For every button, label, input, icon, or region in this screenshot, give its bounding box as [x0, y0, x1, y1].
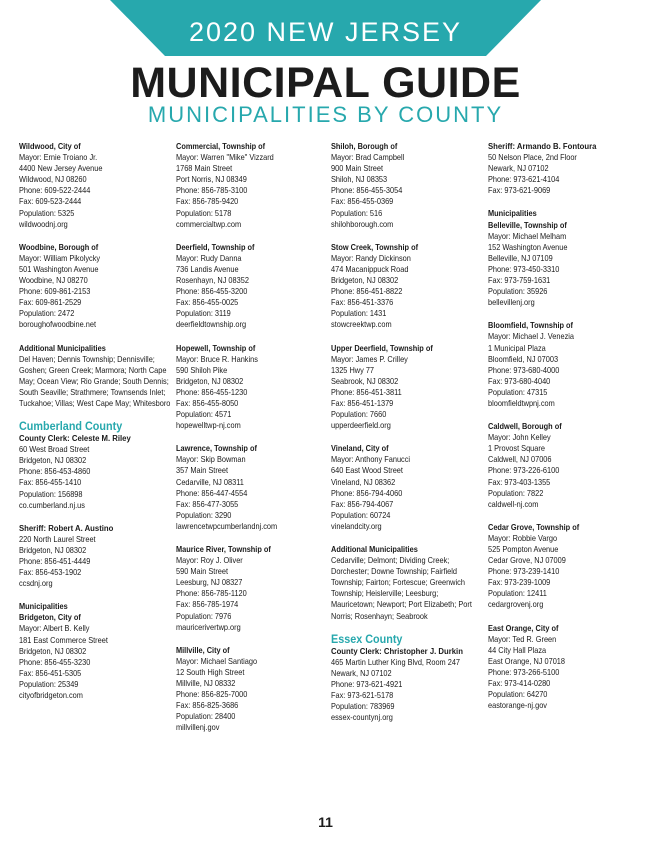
entry-name: Cedar Grove, Township of	[488, 522, 580, 532]
directory-entry	[19, 343, 172, 410]
directory-column	[176, 141, 329, 746]
entry-line: Phone: 856-455-3230	[19, 657, 91, 667]
entry-name: Wildwood, City of	[19, 142, 81, 151]
entry-line: essex-countynj.org	[331, 713, 393, 723]
entry-line: Phone: 609-522-2444	[19, 186, 91, 196]
entry-line: Cedar Grove, NJ 07009	[488, 556, 566, 566]
entry-line: Phone: 856-451-3811	[331, 387, 402, 397]
county-heading: Essex County	[331, 631, 403, 646]
entry-line: 501 Washington Avenue	[19, 264, 99, 274]
entry-line: Population: 3119	[176, 309, 231, 319]
entry-line: 1325 Hwy 77	[331, 365, 375, 375]
entry-line: Fax: 973-680-4040	[488, 376, 551, 386]
entry-line: Fax: 856-451-3376	[331, 298, 394, 308]
directory-entry	[331, 141, 484, 230]
entry-line: hopewelltwp-nj.com	[176, 421, 241, 431]
entry-line: Fax: 856-451-1379	[331, 398, 394, 408]
entry-line: Population: 4571	[176, 410, 232, 420]
directory-entry	[488, 208, 641, 308]
entry-name: Woodbine, Borough of	[19, 242, 99, 252]
entry-line: Mayor: Robbie Vargo	[488, 533, 558, 543]
entry-line: Phone: 856-825-7000	[176, 690, 248, 700]
entry-line: Fax: 973-621-9069	[488, 186, 551, 196]
directory-entry	[19, 601, 172, 701]
entry-line: Wildwood, NJ 08260	[19, 175, 87, 185]
municipality-list: Cedarville; Delmont; Dividing Creek; Dorchester; Downe Township; Fairfield Township; Fairton; Fortescue; Greenwich Township; Heislerville; Leesburg; Mauricetown; Newport; Port Elizabeth; Port Norris; Rosenhayn; Seabrook	[331, 556, 472, 621]
entry-line: Population: 47315	[488, 387, 548, 397]
municipality-list: Del Haven; Dennis Township; Dennisville; Goshen; Green Creek; Marmora; North Cape May; Ocean View; Rio Grande; South Dennis; South Seaville; Strathmere; Townsends Inlet; Tuckahoe; Villas; West Cape May; Whitesboro	[19, 354, 171, 408]
entry-name: East Orange, City of	[488, 623, 559, 633]
directory-entry	[176, 343, 329, 432]
entry-line: Phone: 856-794-4060	[331, 488, 403, 498]
directory-entry	[331, 343, 484, 432]
entry-line: Fax: 856-825-3686	[176, 701, 239, 711]
entry-line: Mayor: Roy J. Oliver	[176, 556, 243, 566]
entry-line: Phone: 856-451-4449	[19, 557, 91, 566]
entry-line: bellevillenj.org	[488, 298, 535, 308]
directory-entry	[176, 141, 329, 230]
entry-line: Seabrook, NJ 08302	[331, 376, 399, 386]
entry-line: Mayor: Warren "Mike" Vizzard	[176, 153, 274, 163]
directory-entry	[176, 242, 329, 331]
entry-line: Population: 5178	[176, 208, 232, 218]
entry-line: Phone: 856-455-3200	[176, 287, 248, 297]
entry-line: Fax: 609-861-2529	[19, 298, 82, 308]
entry-line: Fax: 609-523-2444	[19, 197, 82, 207]
entry-line: Population: 156898	[19, 489, 83, 499]
entry-line: Fax: 856-455-8050	[176, 398, 239, 408]
entry-line: Phone: 973-266-5100	[488, 667, 560, 677]
entry-line: wildwoodnj.org	[19, 219, 68, 229]
entry-name: Bloomfield, Township of	[488, 321, 574, 331]
entry-line: 590 Main Street	[176, 567, 229, 577]
entry-line: 60 West Broad Street	[19, 445, 90, 455]
entry-line: 50 Nelson Place, 2nd Floor	[488, 153, 577, 163]
directory-entry	[331, 544, 484, 622]
entry-line: Bloomfield, NJ 07003	[488, 354, 559, 364]
entry-line: 220 North Laurel Street	[19, 534, 96, 544]
entry-line: stowcreektwp.com	[331, 320, 392, 330]
entry-line: Mayor: Ted R. Green	[488, 634, 557, 644]
directory-entry	[331, 632, 484, 724]
directory-entry	[176, 544, 329, 633]
entry-line: Shiloh, NJ 08353	[331, 175, 388, 185]
entry-line: Port Norris, NJ 08349	[176, 175, 247, 185]
page-subtitle: MUNICIPALITIES BY COUNTY	[147, 102, 504, 127]
entry-name: Hopewell, Township of	[176, 343, 256, 353]
directory-column	[331, 141, 484, 735]
entry-line: cedargrovenj.org	[488, 600, 544, 610]
directory-entry	[488, 522, 641, 611]
official-title: Sheriff: Robert A. Austino	[19, 522, 114, 533]
official-title: Sheriff: Armando B. Fontoura	[488, 141, 597, 151]
entry-line: 4400 New Jersey Avenue	[19, 164, 103, 174]
entry-line: mauricerivertwp.org	[176, 622, 241, 632]
entry-name: Maurice River, Township of	[176, 545, 271, 554]
entry-line: Phone: 856-453-4860	[19, 467, 91, 477]
directory-column	[488, 141, 641, 723]
entry-line: 474 Macanippuck Road	[331, 264, 409, 274]
entry-line: Caldwell, NJ 07006	[488, 455, 552, 465]
entry-line: Phone: 856-447-4554	[176, 488, 248, 498]
section-label: Municipalities	[488, 209, 537, 219]
entry-line: ccsdnj.org	[19, 579, 53, 589]
entry-line: Fax: 856-477-3055	[176, 499, 239, 509]
entry-name: Caldwell, Borough of	[488, 422, 562, 432]
entry-name: Bridgeton, City of	[19, 613, 81, 623]
entry-line: Fax: 973-403-1355	[488, 477, 551, 487]
entry-line: commercialtwp.com	[176, 219, 242, 229]
entry-line: Phone: 973-621-4921	[331, 679, 403, 689]
entry-line: Population: 28400	[176, 712, 236, 722]
banner-title: 2020 NEW JERSEY	[188, 17, 463, 47]
entry-line: Phone: 973-239-1410	[488, 567, 560, 577]
directory-entry	[19, 419, 172, 511]
entry-line: shilohborough.com	[331, 219, 394, 229]
entry-line: Population: 25349	[19, 679, 79, 689]
entry-name: Belleville, Township of	[488, 220, 567, 230]
entry-line: 152 Washington Avenue	[488, 242, 568, 252]
entry-line: Fax: 856-785-1974	[176, 600, 239, 610]
entry-line: Population: 35926	[488, 287, 548, 297]
directory-entry	[19, 141, 172, 230]
entry-line: Newark, NJ 07102	[331, 668, 392, 678]
entry-line: East Orange, NJ 07018	[488, 656, 566, 666]
header-banner	[0, 0, 651, 56]
entry-line: Population: 12411	[488, 589, 547, 599]
entry-line: Fax: 856-453-1902	[19, 568, 82, 578]
entry-line: 640 East Wood Street	[331, 466, 403, 476]
entry-line: Bridgeton, NJ 08302	[19, 545, 87, 555]
directory-column	[19, 141, 172, 713]
directory-entry	[176, 443, 329, 532]
entry-line: 1 Municipal Plaza	[488, 343, 546, 353]
entry-line: Mayor: Rudy Danna	[176, 253, 242, 263]
entry-line: upperdeerfield.org	[331, 421, 391, 431]
entry-line: Population: 7660	[331, 410, 387, 420]
entry-line: Mayor: Randy Dickinson	[331, 253, 411, 263]
entry-line: Bridgeton, NJ 08302	[19, 456, 87, 466]
section-label: Municipalities	[19, 602, 68, 612]
directory-entry	[176, 645, 329, 734]
entry-line: Population: 516	[331, 208, 383, 218]
entry-line: Fax: 973-759-1631	[488, 276, 551, 286]
entry-line: Vineland, NJ 08362	[331, 477, 396, 487]
entry-name: Vineland, City of	[331, 444, 389, 454]
entry-line: Population: 7976	[176, 611, 232, 621]
entry-line: Mayor: Bruce R. Hankins	[176, 354, 258, 364]
entry-line: Fax: 856-455-1410	[19, 478, 82, 488]
entry-line: eastorange-nj.gov	[488, 701, 547, 711]
entry-line: Mayor: Michael Melham	[488, 231, 567, 241]
official-title: County Clerk: Christopher J. Durkin	[331, 645, 463, 656]
entry-line: bloomfieldtwpnj.com	[488, 398, 555, 408]
entry-line: Woodbine, NJ 08270	[19, 276, 88, 286]
entry-line: Belleville, NJ 07109	[488, 253, 553, 263]
entry-line: boroughofwoodbine.net	[19, 320, 97, 330]
directory-entry	[331, 443, 484, 532]
entry-line: Rosenhayn, NJ 08352	[176, 276, 249, 286]
entry-line: 44 City Hall Plaza	[488, 645, 547, 655]
entry-line: Phone: 973-450-3310	[488, 264, 560, 274]
entry-line: Bridgeton, NJ 08302	[19, 646, 87, 656]
entry-line: Phone: 609-861-2153	[19, 287, 91, 297]
entry-line: Mayor: Anthony Fanucci	[331, 455, 411, 465]
entry-line: Phone: 973-680-4000	[488, 365, 560, 375]
entry-line: 12 South High Street	[176, 667, 245, 677]
entry-line: Population: 60724	[331, 510, 391, 520]
entry-line: Mayor: James P. Crilley	[331, 354, 408, 364]
directory-entry	[488, 421, 641, 510]
entry-line: Newark, NJ 07102	[488, 164, 549, 174]
entry-line: Population: 783969	[331, 702, 395, 712]
entry-name: Millville, City of	[176, 645, 230, 655]
entry-line: Population: 64270	[488, 690, 548, 700]
entry-line: 900 Main Street	[331, 164, 384, 174]
county-heading: Cumberland County	[19, 419, 123, 434]
entry-line: Leesburg, NJ 08327	[176, 578, 243, 588]
official-title: County Clerk: Celeste M. Riley	[19, 433, 131, 444]
entry-line: Fax: 856-451-5305	[19, 668, 82, 678]
directory-entry	[19, 523, 172, 590]
entry-line: Mayor: Ernie Troiano Jr.	[19, 153, 98, 163]
entry-line: Mayor: Albert B. Kelly	[19, 624, 90, 634]
entry-line: Millville, NJ 08332	[176, 679, 236, 689]
entry-line: Phone: 856-785-3100	[176, 186, 248, 196]
entry-line: 590 Shiloh Pike	[176, 365, 228, 375]
entry-line: Mayor: Skip Bowman	[176, 455, 246, 465]
entry-line: Phone: 856-451-8822	[331, 287, 403, 297]
entry-line: Population: 7822	[488, 488, 544, 498]
entry-line: millvillenj.gov	[176, 723, 220, 733]
entry-line: Fax: 973-239-1009	[488, 578, 551, 588]
directory-entry	[488, 141, 641, 196]
directory-entry	[331, 242, 484, 331]
entry-line: Population: 5325	[19, 208, 75, 218]
entry-line: 1 Provost Square	[488, 444, 545, 454]
entry-name: Lawrence, Township of	[176, 444, 257, 454]
page-title: MUNICIPAL GUIDE	[130, 59, 521, 107]
entry-line: Population: 1431	[331, 309, 387, 319]
entry-line: lawrencetwpcumberlandnj.com	[176, 521, 278, 531]
entry-line: Fax: 973-621-5178	[331, 691, 394, 701]
entry-line: deerfieldtownship.org	[176, 320, 247, 330]
entry-line: Fax: 973-414-0280	[488, 679, 551, 689]
entry-line: 1768 Main Street	[176, 164, 233, 174]
entry-line: Bridgeton, NJ 08302	[176, 376, 244, 386]
entry-line: 357 Main Street	[176, 466, 229, 476]
directory-entry	[19, 242, 172, 331]
entry-line: 181 East Commerce Street	[19, 635, 108, 645]
entry-line: Mayor: John Kelley	[488, 433, 551, 443]
page-number: 11	[318, 814, 333, 830]
entry-line: co.cumberland.nj.us	[19, 500, 85, 510]
entry-line: 736 Landis Avenue	[176, 264, 239, 274]
directory-entry	[488, 623, 641, 712]
entry-name: Commercial, Township of	[176, 142, 266, 151]
entry-line: Fax: 856-785-9420	[176, 197, 239, 207]
entry-line: Mayor: Michael Santiago	[176, 656, 258, 666]
entry-line: cityofbridgeton.com	[19, 691, 83, 701]
entry-line: Bridgeton, NJ 08302	[331, 276, 399, 286]
entry-line: Phone: 973-621-4104	[488, 175, 560, 185]
entry-line: Phone: 856-455-1230	[176, 387, 248, 397]
entry-name: Additional Municipalities	[331, 545, 418, 554]
entry-line: Fax: 856-455-0369	[331, 197, 394, 207]
entry-line: Mayor: Brad Campbell	[331, 153, 405, 163]
directory-entry	[488, 320, 641, 409]
entry-line: Cedarville, NJ 08311	[176, 477, 244, 487]
entry-name: Deerfield, Township of	[176, 242, 255, 252]
entry-line: Fax: 856-794-4067	[331, 499, 394, 509]
entry-line: Mayor: William Pikolycky	[19, 253, 101, 263]
entry-line: 525 Pompton Avenue	[488, 545, 559, 554]
entry-name: Stow Creek, Township of	[331, 242, 419, 252]
entry-name: Upper Deerfield, Township of	[331, 343, 433, 353]
entry-line: Mayor: Michael J. Venezia	[488, 332, 575, 342]
entry-line: Population: 2472	[19, 309, 75, 319]
entry-line: 465 Martin Luther King Blvd, Room 247	[331, 657, 461, 667]
entry-line: Phone: 856-455-3054	[331, 186, 403, 196]
entry-line: caldwell-nj.com	[488, 499, 539, 509]
entry-line: Fax: 856-455-0025	[176, 298, 239, 308]
entry-line: Population: 3290	[176, 510, 232, 520]
entry-line: Phone: 973-226-6100	[488, 466, 560, 476]
entry-line: vinelandcity.org	[331, 521, 382, 531]
entry-line: Phone: 856-785-1120	[176, 589, 247, 599]
entry-name: Additional Municipalities	[19, 343, 106, 353]
entry-name: Shiloh, Borough of	[331, 142, 398, 151]
